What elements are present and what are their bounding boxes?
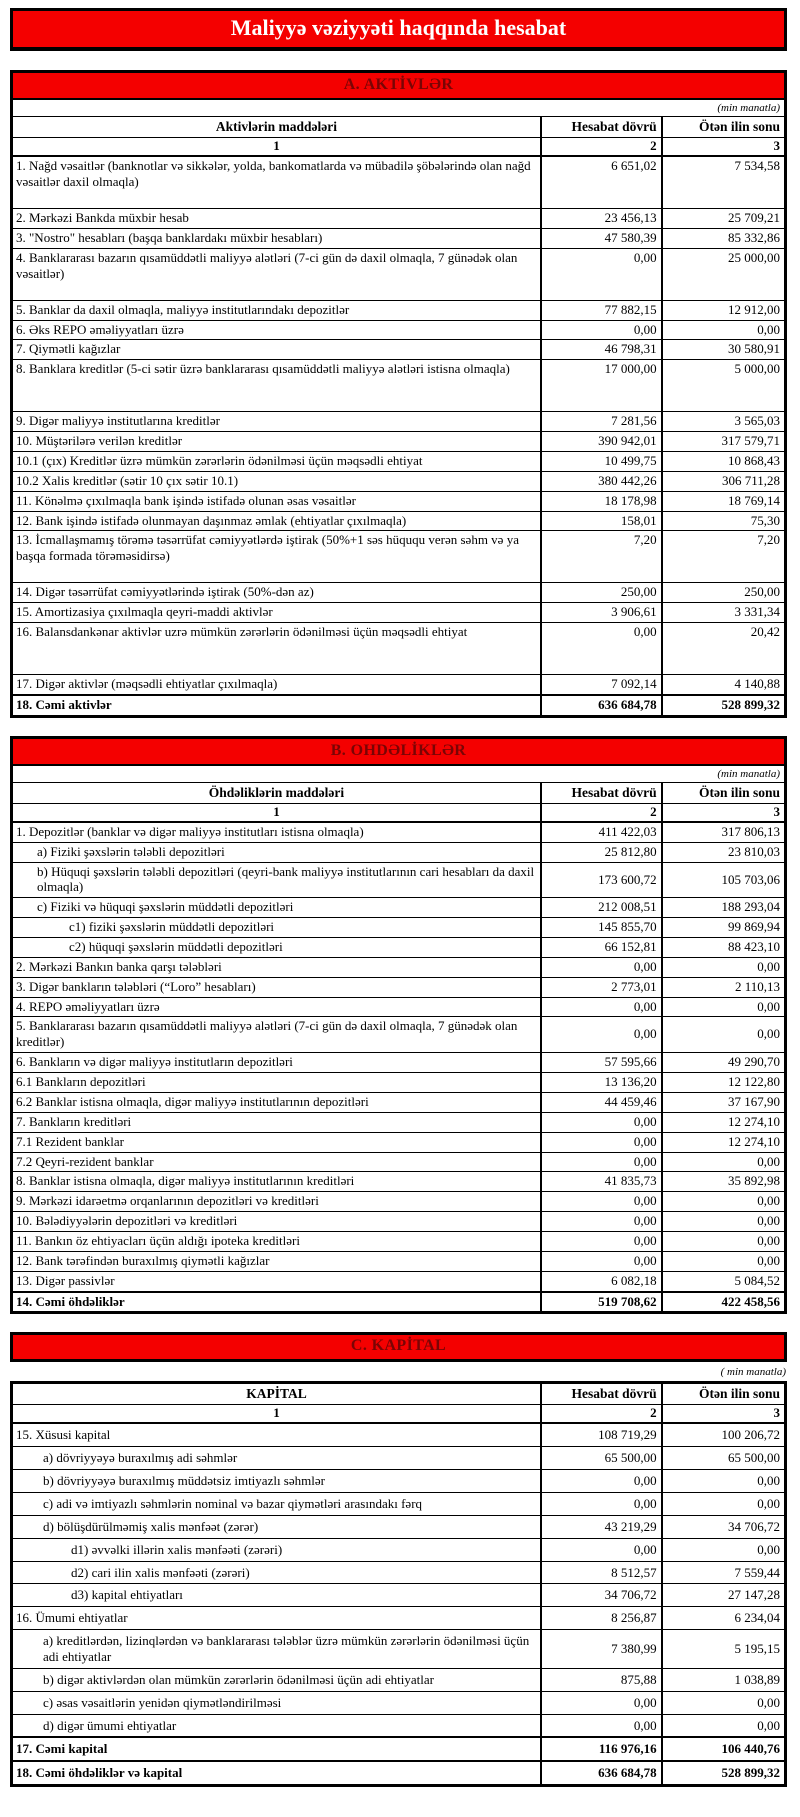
value-current-period: 0,00 <box>541 1017 662 1053</box>
value-previous-year: 306 711,28 <box>662 471 786 491</box>
row-label: 10. Müştərilərə verilən kreditlər <box>12 432 541 452</box>
value-current-period: 411 422,03 <box>541 822 662 842</box>
row-label: 11. Bankın öz ehtiyacları üçün aldığı ipoteka kreditləri <box>12 1231 541 1251</box>
row-label: d1) əvvəlki illərin xalis mənfəəti (zərəri) <box>12 1538 541 1561</box>
value-current-period: 7 092,14 <box>541 675 662 695</box>
row-label: 17. Cəmi kapital <box>12 1737 541 1761</box>
row-label: 15. Xüsusi kapital <box>12 1423 541 1446</box>
value-previous-year: 34 706,72 <box>662 1515 786 1538</box>
row-label: 2. Mərkəzi Bankın banka qarşı tələbləri <box>12 957 541 977</box>
table-row <box>12 340 786 360</box>
value-previous-year: 100 206,72 <box>662 1423 786 1446</box>
row-label: 10.1 (çıx) Kreditlər üzrə mümkün zərərlərin ödənilməsi üçün məqsədli ehtiyat <box>12 452 541 472</box>
row-label: c) adi və imtiyazlı səhmlərin nominal və bazar qiymətləri arasındakı fərq <box>12 1492 541 1515</box>
table-row <box>12 1192 786 1212</box>
table-row <box>12 695 786 716</box>
value-previous-year: 0,00 <box>662 1152 786 1172</box>
value-current-period: 10 499,75 <box>541 452 662 472</box>
row-label: 12. Bank tərəfindən buraxılmış qiymətli kağızlar <box>12 1251 541 1271</box>
table-row <box>12 1691 786 1714</box>
value-current-period: 145 855,70 <box>541 918 662 938</box>
value-previous-year: 99 869,94 <box>662 918 786 938</box>
value-current-period: 7 281,56 <box>541 412 662 432</box>
table-row <box>12 228 786 248</box>
table-row <box>12 1423 786 1446</box>
table-row <box>12 1630 786 1669</box>
column-number: 3 <box>662 1405 786 1424</box>
row-label: 13. Digər passivlər <box>12 1271 541 1291</box>
value-current-period: 3 906,61 <box>541 603 662 623</box>
value-current-period: 0,00 <box>541 997 662 1017</box>
value-previous-year: 1 038,89 <box>662 1668 786 1691</box>
table-row <box>12 898 786 918</box>
value-current-period: 6 651,02 <box>541 156 662 209</box>
value-previous-year: 317 806,13 <box>662 822 786 842</box>
value-previous-year: 12 274,10 <box>662 1112 786 1132</box>
row-label: 7.1 Rezident banklar <box>12 1132 541 1152</box>
value-current-period: 47 580,39 <box>541 228 662 248</box>
value-previous-year: 0,00 <box>662 1212 786 1232</box>
value-previous-year: 0,00 <box>662 1538 786 1561</box>
row-label: 18. Cəmi öhdəliklər və kapital <box>12 1761 541 1785</box>
table-row <box>12 1714 786 1737</box>
table-row <box>12 1292 786 1313</box>
value-previous-year: 528 899,32 <box>662 695 786 716</box>
table-row <box>12 156 786 209</box>
row-label: 6.2 Banklar istisna olmaqla, digər maliyyə institutlarının depozitləri <box>12 1092 541 1112</box>
value-previous-year: 37 167,90 <box>662 1092 786 1112</box>
value-current-period: 158,01 <box>541 511 662 531</box>
value-current-period: 636 684,78 <box>541 1761 662 1785</box>
table-row <box>12 1132 786 1152</box>
row-label: 14. Cəmi öhdəliklər <box>12 1292 541 1313</box>
row-label: 8. Banklar istisna olmaqla, digər maliyyə institutlarının kreditləri <box>12 1172 541 1192</box>
table-row <box>12 997 786 1017</box>
table-row <box>12 1515 786 1538</box>
value-current-period: 41 835,73 <box>541 1172 662 1192</box>
row-label: c) əsas vəsaitlərin yenidən qiymətləndirilməsi <box>12 1691 541 1714</box>
value-previous-year: 250,00 <box>662 583 786 603</box>
table-row <box>12 842 786 862</box>
table-row <box>12 977 786 997</box>
row-label: 12. Bank işində istifadə olunmayan daşınmaz əmlak (ehtiyatlar çıxılmaqla) <box>12 511 541 531</box>
value-current-period: 23 456,13 <box>541 209 662 229</box>
section-c-banner: C. KAPİTAL <box>10 1332 787 1362</box>
table-row <box>12 1737 786 1761</box>
row-label: 9. Mərkəzi idarəetmə orqanlarının depozitləri və kreditləri <box>12 1192 541 1212</box>
value-current-period: 0,00 <box>541 957 662 977</box>
column-header-previous-year: Ötən ilin sonu <box>662 1383 786 1405</box>
value-current-period: 0,00 <box>541 1152 662 1172</box>
value-current-period: 0,00 <box>541 623 662 675</box>
unit-note: ( min manatla) <box>720 1366 786 1379</box>
row-label: 10. Bələdiyyələrin depozitləri və kreditləri <box>12 1212 541 1232</box>
value-current-period: 173 600,72 <box>541 862 662 898</box>
row-label: b) digər aktivlərdən olan mümkün zərərlərin ödənilməsi üçün adi ehtiyatlar <box>12 1668 541 1691</box>
value-previous-year: 3 331,34 <box>662 603 786 623</box>
value-current-period: 66 152,81 <box>541 938 662 958</box>
row-label: 5. Banklar da daxil olmaqla, maliyyə institutlarındakı depozitlər <box>12 300 541 320</box>
table-row <box>12 1561 786 1584</box>
column-header-items: Aktivlərin maddələri <box>12 117 541 138</box>
value-current-period: 0,00 <box>541 1251 662 1271</box>
value-current-period: 2 773,01 <box>541 977 662 997</box>
table-row <box>12 1584 786 1607</box>
table-row <box>12 938 786 958</box>
row-label: c2) hüquqi şəxslərin müddətli depozitləri <box>12 938 541 958</box>
value-previous-year: 88 423,10 <box>662 938 786 958</box>
row-label: d2) cari ilin xalis mənfəəti (zərəri) <box>12 1561 541 1584</box>
value-previous-year: 7 559,44 <box>662 1561 786 1584</box>
row-label: 4. Banklararası bazarın qısamüddətli maliyyə alətləri (7-ci gün də daxil olmaqla, 7 günədək olan vəsaitlər) <box>12 248 541 300</box>
unit-note: (min manatla) <box>12 99 786 117</box>
table-row <box>12 432 786 452</box>
column-header-items: KAPİTAL <box>12 1383 541 1405</box>
row-label: 11. Könəlmə çıxılmaqla bank işində istifadə olunan əsas vəsaitlər <box>12 491 541 511</box>
value-previous-year: 18 769,14 <box>662 491 786 511</box>
value-current-period: 0,00 <box>541 248 662 300</box>
table-row <box>12 511 786 531</box>
table-row <box>12 675 786 695</box>
table-row <box>12 1538 786 1561</box>
value-current-period: 0,00 <box>541 1231 662 1251</box>
table-row <box>12 1271 786 1291</box>
value-current-period: 34 706,72 <box>541 1584 662 1607</box>
value-previous-year: 0,00 <box>662 1192 786 1212</box>
table-row <box>12 583 786 603</box>
row-label: 10.2 Xalis kreditlər (sətir 10 çıx sətir 10.1) <box>12 471 541 491</box>
value-current-period: 65 500,00 <box>541 1447 662 1470</box>
table-row <box>12 822 786 842</box>
table-row <box>12 1470 786 1493</box>
value-previous-year: 7 534,58 <box>662 156 786 209</box>
value-current-period: 17 000,00 <box>541 360 662 412</box>
row-label: 6.1 Bankların depozitləri <box>12 1073 541 1093</box>
page-title: Maliyyə vəziyyəti haqqında hesabat <box>10 8 787 51</box>
value-previous-year: 0,00 <box>662 1470 786 1493</box>
column-number: 2 <box>541 1405 662 1424</box>
column-number: 2 <box>541 138 662 157</box>
row-label: d3) kapital ehtiyatları <box>12 1584 541 1607</box>
value-previous-year: 30 580,91 <box>662 340 786 360</box>
column-number: 1 <box>12 1405 541 1424</box>
column-header-current-period: Hesabat dövrü <box>541 117 662 138</box>
row-label: 18. Cəmi aktivlər <box>12 695 541 716</box>
value-previous-year: 105 703,06 <box>662 862 786 898</box>
value-previous-year: 85 332,86 <box>662 228 786 248</box>
value-previous-year: 7,20 <box>662 531 786 583</box>
value-current-period: 116 976,16 <box>541 1737 662 1761</box>
value-previous-year: 12 122,80 <box>662 1073 786 1093</box>
table-row <box>12 1231 786 1251</box>
table-row <box>12 1607 786 1630</box>
table-row <box>12 412 786 432</box>
value-previous-year: 0,00 <box>662 1231 786 1251</box>
row-label: 2. Mərkəzi Bankda müxbir hesab <box>12 209 541 229</box>
row-label: 7.2 Qeyri-rezident banklar <box>12 1152 541 1172</box>
value-previous-year: 5 084,52 <box>662 1271 786 1291</box>
row-label: 7. Qiymətli kağızlar <box>12 340 541 360</box>
table-row <box>12 1017 786 1053</box>
value-previous-year: 422 458,56 <box>662 1292 786 1313</box>
value-previous-year: 0,00 <box>662 1492 786 1515</box>
table-row <box>12 471 786 491</box>
row-label: 4. REPO əməliyyatları üzrə <box>12 997 541 1017</box>
value-current-period: 0,00 <box>541 1212 662 1232</box>
section-a-banner: A. AKTİVLƏR <box>12 72 786 100</box>
value-current-period: 250,00 <box>541 583 662 603</box>
value-current-period: 77 882,15 <box>541 300 662 320</box>
table-row <box>12 320 786 340</box>
table-row <box>12 862 786 898</box>
value-previous-year: 5 195,15 <box>662 1630 786 1669</box>
value-previous-year: 0,00 <box>662 957 786 977</box>
value-previous-year: 0,00 <box>662 1017 786 1053</box>
value-current-period: 0,00 <box>541 1714 662 1737</box>
table-row <box>12 918 786 938</box>
value-current-period: 8 512,57 <box>541 1561 662 1584</box>
value-previous-year: 25 000,00 <box>662 248 786 300</box>
value-previous-year: 4 140,88 <box>662 675 786 695</box>
row-label: a) Fiziki şəxslərin tələbli depozitləri <box>12 842 541 862</box>
value-current-period: 0,00 <box>541 1112 662 1132</box>
table-row <box>12 209 786 229</box>
row-label: c) Fiziki və hüquqi şəxslərin müddətli depozitləri <box>12 898 541 918</box>
value-previous-year: 6 234,04 <box>662 1607 786 1630</box>
table-row <box>12 248 786 300</box>
row-label: 3. Digər bankların tələbləri (“Loro” hesabları) <box>12 977 541 997</box>
row-label: 17. Digər aktivlər (məqsədli ehtiyatlar çıxılmaqla) <box>12 675 541 695</box>
value-previous-year: 0,00 <box>662 1251 786 1271</box>
value-current-period: 0,00 <box>541 1470 662 1493</box>
table-row <box>12 1212 786 1232</box>
row-label: d) bölüşdürülməmiş xalis mənfəət (zərər) <box>12 1515 541 1538</box>
value-previous-year: 20,42 <box>662 623 786 675</box>
value-previous-year: 106 440,76 <box>662 1737 786 1761</box>
column-header-previous-year: Ötən ilin sonu <box>662 117 786 138</box>
table-row <box>12 1152 786 1172</box>
row-label: 9. Digər maliyyə institutlarına kreditlər <box>12 412 541 432</box>
capital-table <box>10 1381 787 1787</box>
column-number: 3 <box>662 138 786 157</box>
row-label: 14. Digər təsərrüfat cəmiyyətlərində iştirak (50%-dən az) <box>12 583 541 603</box>
value-previous-year: 75,30 <box>662 511 786 531</box>
table-row <box>12 1073 786 1093</box>
row-label: 6. Bankların və digər maliyyə institutların depozitləri <box>12 1053 541 1073</box>
value-previous-year: 65 500,00 <box>662 1447 786 1470</box>
value-current-period: 46 798,31 <box>541 340 662 360</box>
value-current-period: 0,00 <box>541 1132 662 1152</box>
value-previous-year: 27 147,28 <box>662 1584 786 1607</box>
column-number: 2 <box>541 803 662 822</box>
table-row <box>12 623 786 675</box>
value-current-period: 636 684,78 <box>541 695 662 716</box>
row-label: d) digər ümumi ehtiyatlar <box>12 1714 541 1737</box>
row-label: 15. Amortizasiya çıxılmaqla qeyri-maddi aktivlər <box>12 603 541 623</box>
value-previous-year: 5 000,00 <box>662 360 786 412</box>
row-label: 16. Balansdankənar aktivlər uzrə mümkün zərərlərin ödənilməsi üçün məqsədli ehtiyat <box>12 623 541 675</box>
section-b-banner: B. OHDƏLİKLƏR <box>12 737 786 765</box>
table-row <box>12 957 786 977</box>
row-label: 6. Əks REPO əməliyyatları üzrə <box>12 320 541 340</box>
value-current-period: 0,00 <box>541 1538 662 1561</box>
value-current-period: 44 459,46 <box>541 1092 662 1112</box>
table-row <box>12 1112 786 1132</box>
row-label: c1) fiziki şəxslərin müddətli depozitləri <box>12 918 541 938</box>
value-previous-year: 35 892,98 <box>662 1172 786 1192</box>
unit-note: (min manatla) <box>12 765 786 783</box>
table-row <box>12 531 786 583</box>
value-current-period: 0,00 <box>541 1192 662 1212</box>
row-label: 8. Banklara kreditlər (5-ci sətir üzrə banklararası qısamüddətli maliyyə alətləri istisna olmaqla) <box>12 360 541 412</box>
value-previous-year: 317 579,71 <box>662 432 786 452</box>
column-number: 1 <box>12 803 541 822</box>
value-current-period: 6 082,18 <box>541 1271 662 1291</box>
value-current-period: 43 219,29 <box>541 1515 662 1538</box>
value-previous-year: 188 293,04 <box>662 898 786 918</box>
value-previous-year: 10 868,43 <box>662 452 786 472</box>
row-label: b) dövriyyəyə buraxılmış müddətsiz imtiyazlı səhmlər <box>12 1470 541 1493</box>
value-previous-year: 2 110,13 <box>662 977 786 997</box>
value-previous-year: 3 565,03 <box>662 412 786 432</box>
table-row <box>12 491 786 511</box>
value-previous-year: 0,00 <box>662 1714 786 1737</box>
table-row <box>12 452 786 472</box>
table-row <box>12 1447 786 1470</box>
value-previous-year: 0,00 <box>662 320 786 340</box>
value-previous-year: 12 912,00 <box>662 300 786 320</box>
value-previous-year: 49 290,70 <box>662 1053 786 1073</box>
liabilities-table <box>10 736 787 1314</box>
table-row <box>12 1092 786 1112</box>
value-previous-year: 23 810,03 <box>662 842 786 862</box>
table-row <box>12 1053 786 1073</box>
value-current-period: 18 178,98 <box>541 491 662 511</box>
value-current-period: 380 442,26 <box>541 471 662 491</box>
table-row <box>12 603 786 623</box>
column-header-items: Öhdəliklərin maddələri <box>12 782 541 803</box>
table-row <box>12 1761 786 1785</box>
row-label: 16. Ümumi ehtiyatlar <box>12 1607 541 1630</box>
table-row <box>12 1172 786 1192</box>
row-label: a) dövriyyəyə buraxılmış adi səhmlər <box>12 1447 541 1470</box>
row-label: 1. Nağd vəsaitlər (banknotlar və sikkələr, yolda, bankomatlarda və mübadilə şöbələrində olan nağd vəsaitlər daxil olmaqla) <box>12 156 541 209</box>
value-current-period: 519 708,62 <box>541 1292 662 1313</box>
value-previous-year: 0,00 <box>662 1691 786 1714</box>
row-label: 3. "Nostro" hesabları (başqa banklardakı müxbir hesabları) <box>12 228 541 248</box>
value-current-period: 875,88 <box>541 1668 662 1691</box>
column-number: 1 <box>12 138 541 157</box>
table-row <box>12 1668 786 1691</box>
table-row <box>12 1251 786 1271</box>
table-row <box>12 360 786 412</box>
table-row <box>12 1492 786 1515</box>
row-label: b) Hüquqi şəxslərin tələbli depozitləri (qeyri-bank maliyyə institutlarının cari hesabları da daxil olmaqla) <box>12 862 541 898</box>
value-current-period: 390 942,01 <box>541 432 662 452</box>
value-current-period: 0,00 <box>541 1492 662 1515</box>
value-current-period: 0,00 <box>541 320 662 340</box>
value-current-period: 25 812,80 <box>541 842 662 862</box>
row-label: 5. Banklararası bazarın qısamüddətli maliyyə alətləri (7-ci gün də daxil olmaqla, 7 günədək olan kreditlər) <box>12 1017 541 1053</box>
value-current-period: 212 008,51 <box>541 898 662 918</box>
value-current-period: 108 719,29 <box>541 1423 662 1446</box>
value-current-period: 57 595,66 <box>541 1053 662 1073</box>
column-number: 3 <box>662 803 786 822</box>
value-current-period: 0,00 <box>541 1691 662 1714</box>
value-current-period: 13 136,20 <box>541 1073 662 1093</box>
row-label: 13. İcmallaşmamış törəmə təsərrüfat cəmiyyətlərdə iştirak (50%+1 səs hüququ verən səhm və ya başqa formada törəməsidirsə) <box>12 531 541 583</box>
table-row <box>12 300 786 320</box>
row-label: 7. Bankların kreditləri <box>12 1112 541 1132</box>
value-previous-year: 12 274,10 <box>662 1132 786 1152</box>
value-current-period: 8 256,87 <box>541 1607 662 1630</box>
value-current-period: 7 380,99 <box>541 1630 662 1669</box>
value-previous-year: 0,00 <box>662 997 786 1017</box>
value-previous-year: 528 899,32 <box>662 1761 786 1785</box>
row-label: a) kreditlərdən, lizinqlərdən və banklararası tələblər üzrə mümkün zərərlərin ödənilməsi üçün adi ehtiyatlar <box>12 1630 541 1669</box>
column-header-current-period: Hesabat dövrü <box>541 1383 662 1405</box>
column-header-current-period: Hesabat dövrü <box>541 782 662 803</box>
value-previous-year: 25 709,21 <box>662 209 786 229</box>
value-current-period: 7,20 <box>541 531 662 583</box>
column-header-previous-year: Ötən ilin sonu <box>662 782 786 803</box>
assets-table <box>10 70 787 718</box>
row-label: 1. Depozitlər (banklar və digər maliyyə institutları istisna olmaqla) <box>12 822 541 842</box>
